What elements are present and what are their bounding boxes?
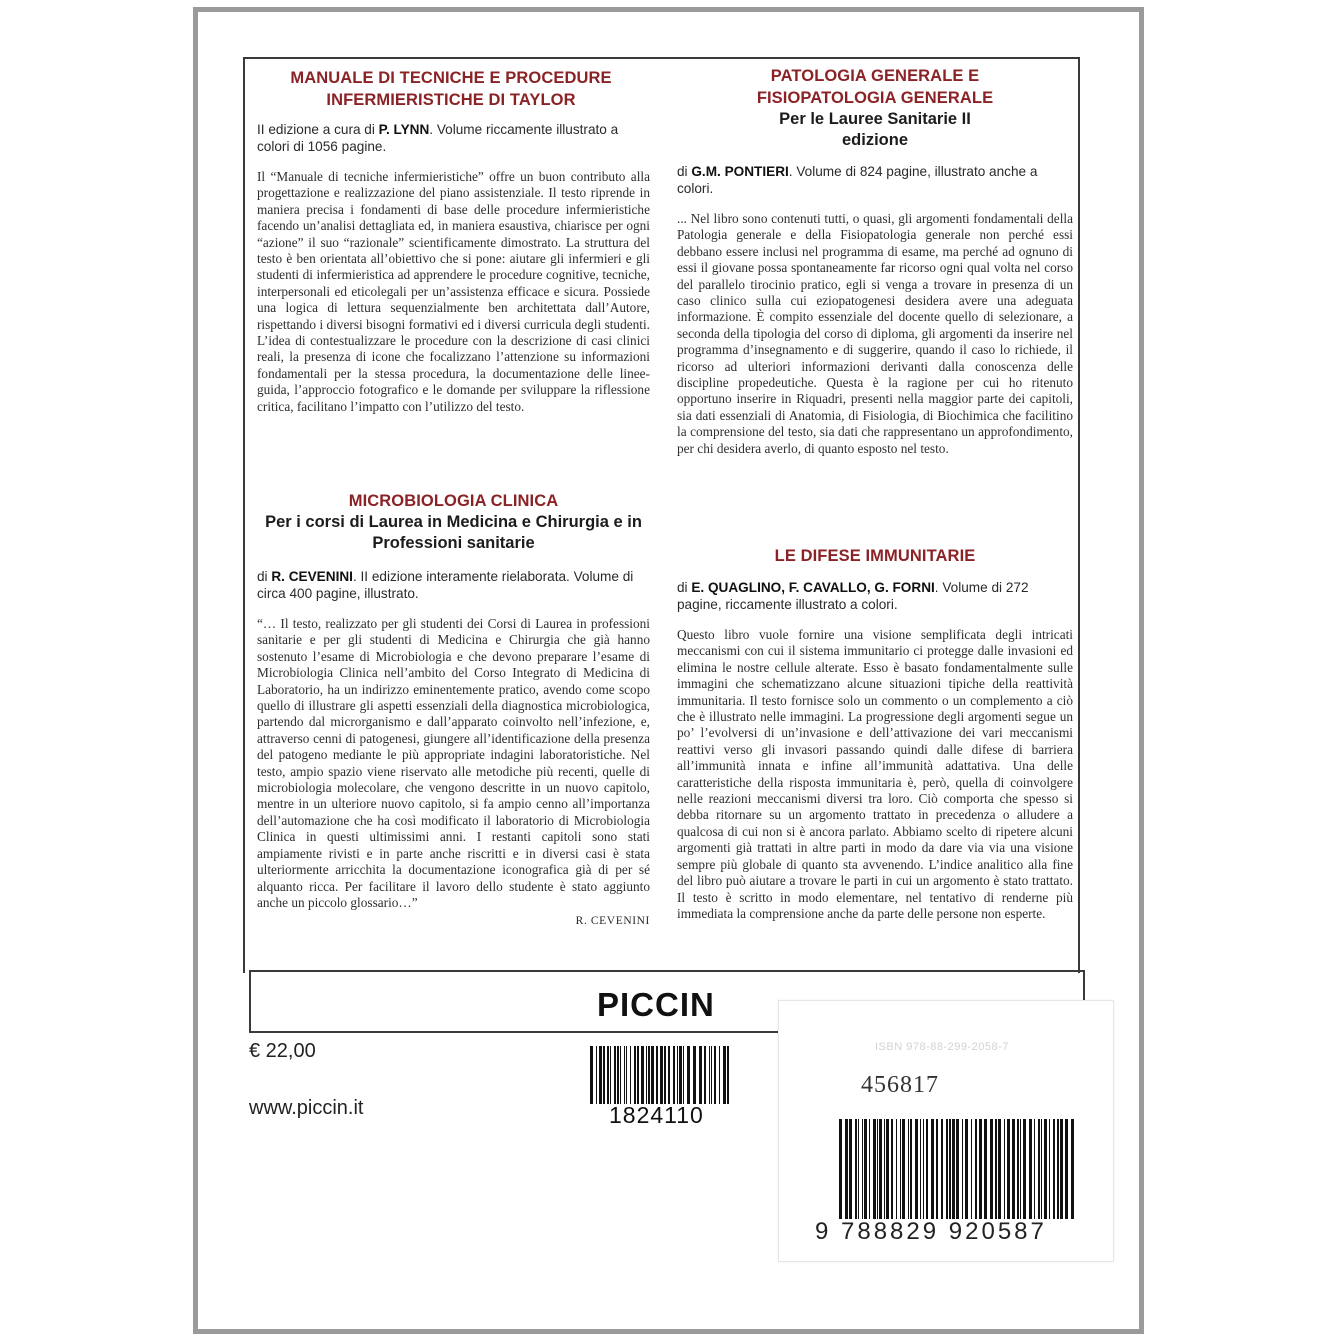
barcode-bar [673,1046,675,1104]
barcode-bar [849,1119,852,1219]
barcode-bar [709,1046,710,1104]
section-subtitle: Per le Lauree Sanitarie II edizione [779,110,971,149]
barcode-bar [990,1119,993,1219]
barcode-bar [1004,1119,1005,1219]
barcode-bar [1049,1119,1050,1219]
barcode-bar [956,1119,959,1219]
barcode-bar [668,1046,670,1104]
section-patologia [677,65,1073,457]
section-body: ... Nel libro sono contenuti tutti, o quasi, gli argomenti fondamentali della Patologia generale e della Fisiopatologia generale non perché essi debbano essere inclusi nel programma di esame, ma perché ad ognuno di essi il giovane possa spontaneamente far ricorso ogni qual volta nel corso del parallelo tirocinio pratico, egli si venga a trovare in presenza di un caso clinico sulla cui eziopatogenesi desidera avere una adeguata informazione. È compito essenziale del docente quello di selezionare, a seconda della tipologia del corso di diploma, gli argomenti da inserire nel programma d’insegnamento e di suggerire, quando il caso lo richiede, il ricorso ad ulteriori informazioni derivanti dalla conoscenza delle discipline propedeutiche. Questa è la ragione per cui ho ritenuto opportuno inserire in Riquadri, presenti nella maggior parte dei capitoli, sia dati essenziali di Anatomia, di Fisiologia, di Biochimica che facilitino la comprensione del testo, sia dati che rappresentano un approfondimento, per chi desidera averlo, di quanto esposto nel testo. [677,211,1073,456]
barcode-bar [886,1119,889,1219]
barcode-bar [620,1046,621,1104]
barcode-bar [910,1119,912,1219]
price-label: € 22,00 [249,1040,316,1062]
section-body: “… Il testo, realizzato per gli studenti dei Corsi di Laurea in professioni sanitarie e per gli studenti di Medicina e Chirurgia che già hanno sostenuto l’esame di Microbiologia e che devono preparare l’esame di Microbiologia Clinica nell’ambito del Corso Integrato di Medicina di Laboratorio, ha un indirizzo eminentemente pratico, avendo come scopo quello di illustrare gli aspetti essenziali della diagnostica microbiologica, partendo dal microrganismo e dall’apparato coinvolto nell’infezione, e, attraverso cenni di patogenesi, giungere all’identificazione della presenza del patogeno mediante le più appropriate indagini laboratoristiche. Nel testo, ampio spazio viene riservato alle metodiche più recenti, quelle di microbiologia molecolare, che vengono descritte in un nuovo capitolo, mentre in un ulteriore nuovo capitolo, si fa ampio cenno all’importanza dell’automazione che ha così modificato il laboratorio di Microbiologia Clinica in questi ultimissimi anni. I restanti capitoli sono stati ampiamente rivisti e in parte anche riscritti e in diversi casi è stata ulteriormente arricchita la documentazione iconografica già di per sé alquanto ricca. Per facilitare il lavoro dello studente è stato aggiunto anche un piccolo glossario…” [257,616,650,910]
barcode-bar [664,1046,666,1104]
barcode-bar [727,1046,729,1104]
barcode-bar [610,1046,611,1104]
barcode-bar [687,1046,690,1104]
barcode-bar [908,1119,909,1219]
barcode-small [588,1046,730,1104]
barcode-bar [975,1119,977,1219]
barcode-bar [719,1046,720,1104]
barcode-bar [873,1119,876,1219]
barcode-bar [656,1046,658,1104]
barcode-bar [626,1046,627,1104]
barcode-bar [1034,1119,1035,1219]
section-signature: R. CEVENINI [575,915,650,928]
section-taylor [257,67,650,415]
barcode-bar [949,1119,951,1219]
barcode-bar [900,1119,901,1219]
barcode-bar [839,1119,842,1219]
barcode-bar [884,1119,885,1219]
barcode-bar [590,1046,593,1104]
section-title: MANUALE DI TECNICHE E PROCEDURE INFERMIERISTICHE DI TAYLOR [290,69,612,109]
barcode-bar [1029,1119,1032,1219]
barcode-bar [646,1046,647,1104]
isbn-sticker [778,1000,1114,1262]
barcode-bar [714,1046,716,1104]
barcode-bar [984,1119,987,1219]
barcode-bar [995,1119,997,1219]
barcode-bar [952,1119,955,1219]
barcode-bar [677,1046,678,1104]
barcode-bar [915,1119,918,1219]
section-subtitle: Per i corsi di Laurea in Medicina e Chirurgia e in Professioni sanitarie [265,513,642,552]
barcode-bar [630,1046,631,1104]
barcode-bar [1023,1119,1026,1219]
barcode-bar [902,1119,905,1219]
barcode-bar [660,1046,663,1104]
barcode-bar [723,1046,726,1104]
barcode-bar [962,1119,963,1219]
barcode-bar [877,1119,878,1219]
barcode-bar [1038,1119,1040,1219]
barcode-bar [711,1046,712,1104]
barcode-bar [614,1046,616,1104]
barcode-bar [879,1119,882,1219]
barcode-bar [1071,1119,1074,1219]
barcode-bar [648,1046,650,1104]
isbn-number: 9 788829 920587 [815,1218,1047,1245]
barcode-bar [596,1046,597,1104]
barcode-bar [920,1119,921,1219]
barcode-bar [845,1119,848,1219]
barcode-bar [1053,1119,1055,1219]
barcode-bar [1060,1119,1063,1219]
barcode-bar [617,1046,619,1104]
barcode-bar [1044,1119,1047,1219]
section-meta: di G.M. PONTIERI. Volume di 824 pagine, illustrato anche a colori. [677,164,1038,196]
barcode-bar [693,1046,696,1104]
barcode-bar [869,1119,870,1219]
barcode-bar [971,1119,972,1219]
section-meta: di R. CEVENINI. II edizione interamente rielaborata. Volume di circa 400 pagine, illustrato. [257,569,634,601]
barcode-bar [607,1046,609,1104]
barcode-bar [1017,1119,1019,1219]
barcode-bar [637,1046,639,1104]
barcode-bar [936,1119,938,1219]
barcode-bar [1057,1119,1059,1219]
barcode-bar [1012,1119,1015,1219]
barcode-bar [923,1119,924,1219]
barcode-bar [979,1119,982,1219]
section-difese [677,545,1073,922]
barcode-bar [683,1046,684,1104]
barcode-bar [599,1046,602,1104]
section-microbiologia [257,490,650,927]
barcode-bar [941,1119,943,1219]
barcode-bar [699,1046,702,1104]
barcode-bar [651,1046,654,1104]
sticker-faded-text: ISBN 978-88-299-2058-7 [875,1041,1009,1053]
barcode-bar [862,1119,863,1219]
section-meta: II edizione a cura di P. LYNN. Volume riccamente illustrato a colori di 1056 pagine. [257,122,619,154]
barcode-bar [864,1119,867,1219]
section-body: Questo libro vuole fornire una visione semplificata degli intricati meccanismi con cui il sistema immunitario ci protegge dalle invasioni ed elimina le nostre cellule alterate. Esso è basato fondamentalmente sulle immagini che schematizzano alcune situazioni tipiche della reattività immunitaria. Il testo fornisce solo un commento o un complemento a ciò che è illustrato nelle immagini. La progressione degli argomenti segue un po’ l’evolversi di un’invasione e dell’attivazione dei vari meccanismi reattivi verso gli invasori passando quindi dalle difese di barriera all’immunità innata e infine all’immunità adattativa. Una delle caratteristiche della risposta immunitaria è, però, quella di coinvolgere nelle reazioni meccanismi diversi tra loro. Ciò comporta che spesso si debba ritornare su un argomento trattato in precedenza o alludere a qualcosa di cui non si è ancora parlato. Abbiamo scelto di ripetere alcuni argomenti già trattati in altre parti in modo da dare via via una visione sempre più globale di quanto sta avvenendo. L’indice analitico alla fine del libro può aiutare a trovare le parti in cui un argomento è stato trattato. Il testo è scritto in modo elementare, nel tentativo di renderne più immediata la comprensione anche da parte delle persone non esperte. [677,627,1073,921]
barcode-bar [1007,1119,1010,1219]
section-title: LE DIFESE IMMUNITARIE [774,547,976,565]
barcode-bar [634,1046,636,1104]
barcode-bar [965,1119,968,1219]
sticker-code: 456817 [861,1072,939,1098]
barcode-bar [603,1046,605,1104]
section-body: Il “Manuale di tecniche infermieristiche” offre un buon contributo alla progettazione e realizzazione del piano assistenziale. Il testo riprende in maniera precisa i fondamenti di base delle procedure infermieristiche facendo un’analisi dettagliata ed, in maniera esaustiva, chiarisce per ogni “azione” il suo “razionale” scientificamente dimostrato. La struttura del testo è ben orientata all’obiettivo che si pone: aiutare gli infermieri e gli studenti di infermieristica ad apprendere le procedure cognitive, tecniche, interpersonali ed eticolegali per un’assistenza efficace e sicura. Possiede una logica di lettura sequenzialmente ben architettata dall’Autore, rispettando i diversi bisogni formativi ed i diversi curricula degli studenti. L’idea di contestualizzare le procedure con la descrizione di casi clinici reali, la presenza di icone che focalizzano l’attenzione su informazioni fondamentali per la stessa procedura, la documentazione delle linee-guida, l’approccio fotografico e le domande per sviluppare la riflessione critica, facilitano l’impatto con l’utilizzo del testo. [257,169,650,414]
website-link: www.piccin.it [249,1097,364,1119]
barcode-bar [1020,1119,1021,1219]
content-panel [243,57,1080,973]
barcode-bar [891,1119,893,1219]
barcode-bar [704,1046,706,1104]
section-meta: di E. QUAGLINO, F. CAVALLO, G. FORNI. Volume di 272 pagine, riccamente illustrato a colori. [677,580,1029,612]
barcode-bar [858,1119,859,1219]
section-title: MICROBIOLOGIA CLINICA [348,492,559,510]
isbn-barcode [837,1119,1077,1227]
barcode-small-number: 1824110 [609,1102,704,1128]
barcode-bar [624,1046,625,1104]
barcode-bar [926,1119,928,1219]
barcode-bar [1041,1119,1042,1219]
barcode-bar [641,1046,644,1104]
barcode-bar [855,1119,857,1219]
barcode-bar [946,1119,948,1219]
section-title: PATOLOGIA GENERALE E FISIOPATOLOGIA GENERALE [756,67,994,107]
barcode-bar [998,1119,1001,1219]
barcode-bar [1065,1119,1068,1219]
publisher-logo: PICCIN [597,986,715,1023]
barcode-bar [931,1119,934,1219]
barcode-bar [896,1119,897,1219]
barcode-bar [679,1046,682,1104]
